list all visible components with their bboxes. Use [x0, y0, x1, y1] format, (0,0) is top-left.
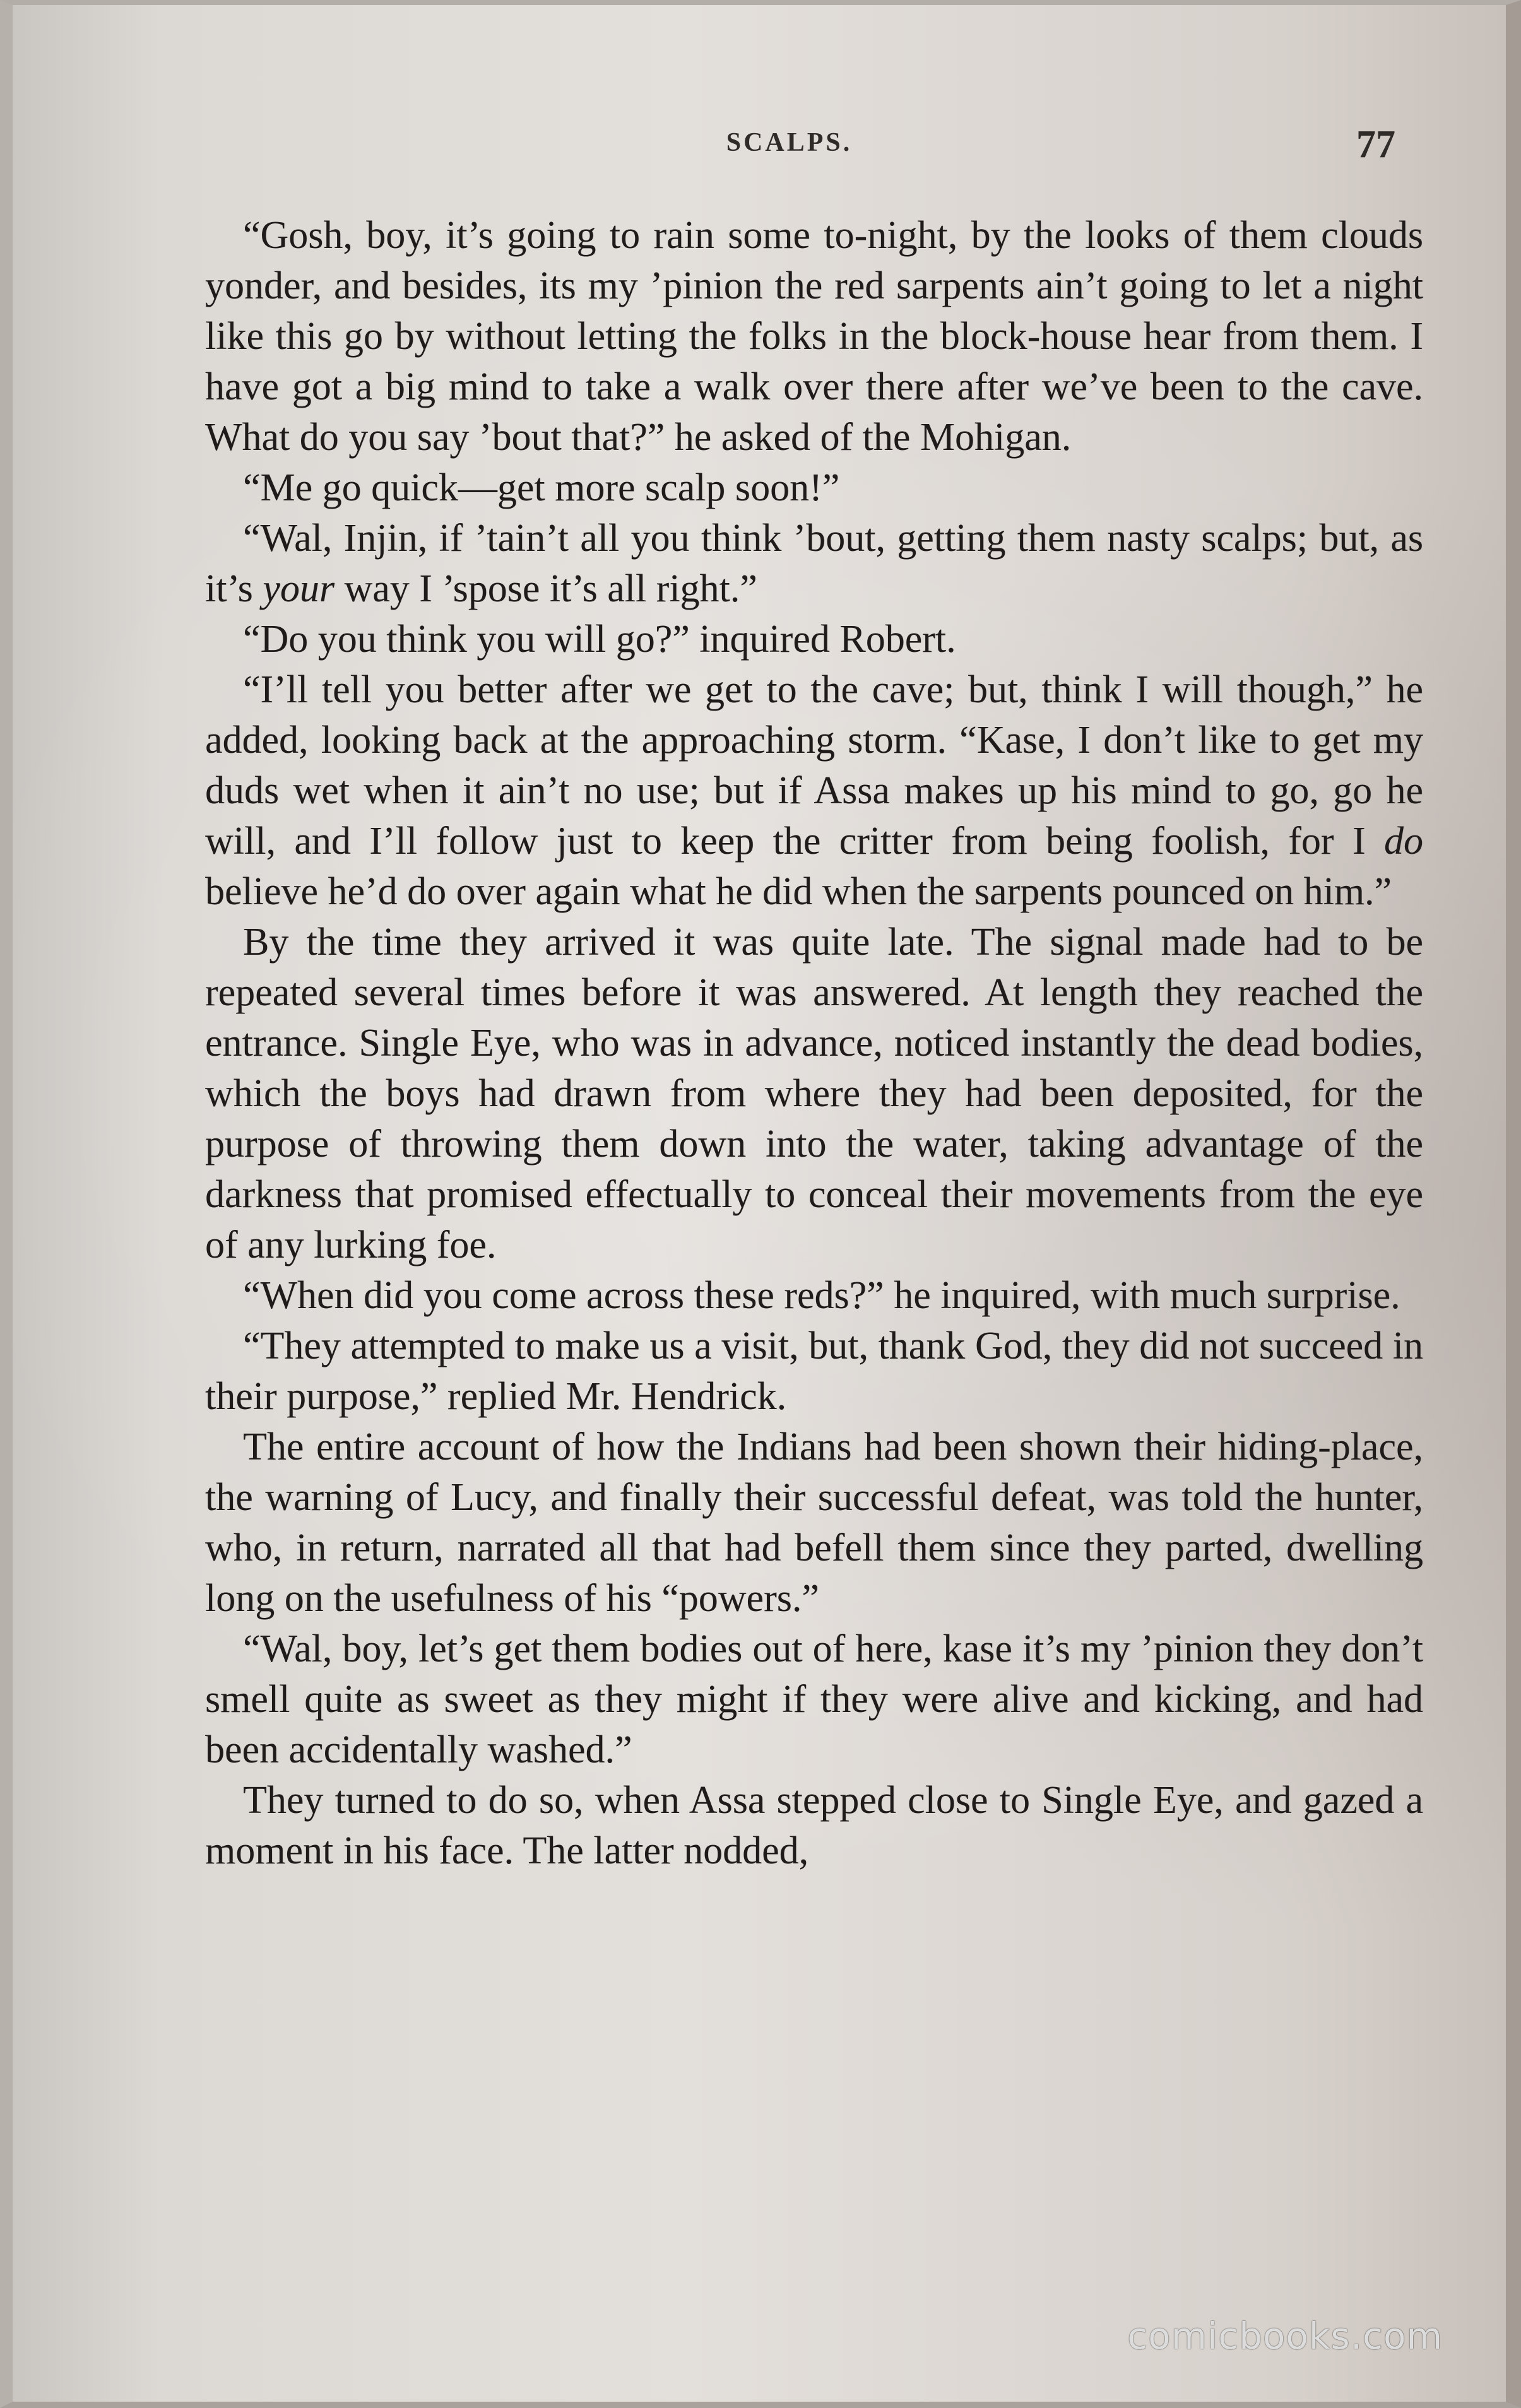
paragraph-4-text: “Do you think you will go?” inquired Robert.	[243, 618, 956, 661]
paragraph-6	[205, 917, 1423, 1270]
paragraph-5-text-start: “I’ll tell you better after we get to the cave; but, think I will though,” he added, looking back at the approaching storm. “Kase, I don’t like to get my duds wet when it ain’t no use; but if Assa makes up his mind to go, go he will, and I’ll follow just to keep the critter from being foolish, for I	[205, 668, 1423, 863]
paragraph-5-text-end: believe he’d do over again what he did when the sarpents pounced on him.”	[205, 870, 1392, 913]
paragraph-2	[205, 463, 1423, 513]
paragraph-2-text: “Me go quick—get more scalp soon!”	[243, 466, 840, 509]
paragraph-3-text-end: way I ’spose it’s all right.”	[334, 567, 757, 610]
paragraph-8	[205, 1321, 1423, 1422]
paragraph-9	[205, 1422, 1423, 1624]
paragraph-3-text-start: “Wal, Injin, if ’tain’t all you think ’bout, getting them nasty scalps; but, as it’s	[205, 517, 1423, 610]
paragraph-1	[205, 210, 1423, 463]
paragraph-11	[205, 1775, 1423, 1876]
body-text	[205, 210, 1423, 1876]
paragraph-8-text: “They attempted to make us a visit, but, thank God, they did not succeed in their purpose,” replied Mr. Hendrick.	[205, 1325, 1423, 1418]
emphasis-do: do	[1384, 820, 1423, 863]
paragraph-3	[205, 513, 1423, 614]
page-number: 77	[1356, 123, 1395, 166]
paragraph-6-text: By the time they arrived it was quite late. The signal made had to be repeated several times before it was answered. At length they reached the entrance. Single Eye, who was in advance, noticed instantly the dead bodies, which the boys had drawn from where they had been deposited, for the purpose of throwing them down into the water, taking advantage of the darkness that promised effectually to conceal their movements from the eye of any lurking foe.	[205, 921, 1423, 1266]
paragraph-10-text: “Wal, boy, let’s get them bodies out of here, kase it’s my ’pinion they don’t smell quite as sweet as they might if they were alive and kicking, and had been accidentally washed.”	[205, 1627, 1423, 1771]
emphasis-your: your	[263, 567, 334, 610]
running-head	[183, 125, 1395, 182]
paragraph-9-text: The entire account of how the Indians had been shown their hiding-place, the warning of Lucy, and finally their successful defeat, was told the hunter, who, in return, narrated all that had befell them since they parted, dwelling long on the usefulness of his “powers.”	[205, 1425, 1423, 1620]
paragraph-5	[205, 664, 1423, 917]
paragraph-10	[205, 1624, 1423, 1775]
paragraph-11-text: They turned to do so, when Assa stepped close to Single Eye, and gazed a moment in his face. The latter nodded,	[205, 1779, 1423, 1872]
paragraph-4	[205, 614, 1423, 664]
paragraph-7	[205, 1270, 1423, 1321]
paragraph-7-text: “When did you come across these reds?” he inquired, with much surprise.	[243, 1274, 1400, 1317]
paragraph-1-text: “Gosh, boy, it’s going to rain some to-night, by the looks of them clouds yonder, and besides, its my ’pinion the red sarpents ain’t going to let a night like this go by without letting the folks in the block-house hear from them. I have got a big mind to take a walk over there after we’ve been to the cave. What do you say ’bout that?” he asked of the Mohigan.	[205, 214, 1423, 459]
chapter-running-title: SCALPS.	[726, 128, 853, 157]
source-watermark: comicbooks.com	[1127, 2315, 1443, 2358]
